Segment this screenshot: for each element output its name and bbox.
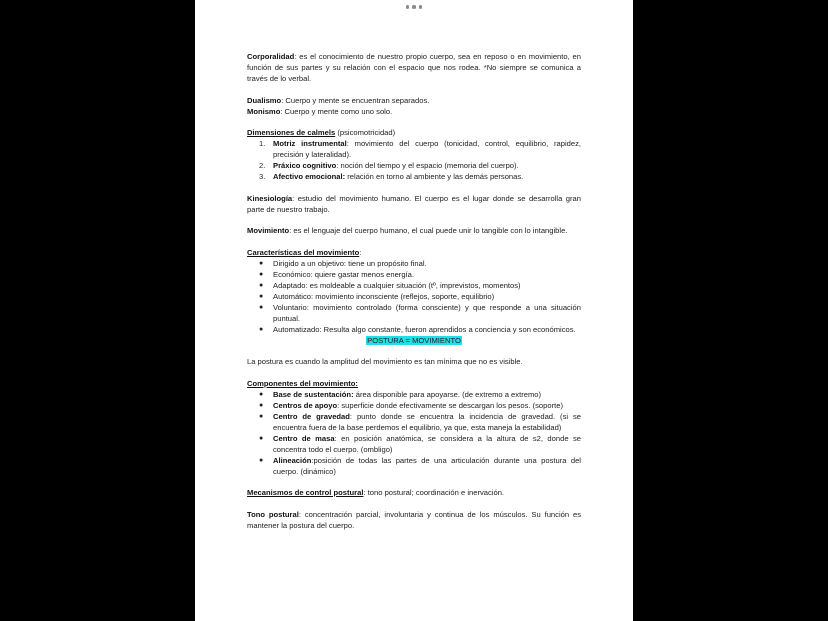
list-term: Centro de masa [273, 433, 335, 443]
paragraph-kinesiologia [247, 193, 581, 215]
list-text: :posición de todas las partes de una articulación durante una postura del cuerpo. (dinámico) [273, 455, 581, 476]
list-item [247, 455, 581, 477]
text-monismo: : Cuerpo y mente como uno solo. [280, 106, 393, 116]
list-text: área disponible para apoyarse. (de extremo a extremo) [353, 389, 542, 399]
list-text: Dirigido a un objetivo: tiene un propósito final. [273, 258, 427, 268]
spacer [247, 182, 581, 193]
spacer [247, 236, 581, 247]
heading-dimensiones [247, 127, 581, 138]
heading-dimensiones-label: Dimensiones de calmels [247, 128, 336, 137]
document-body [247, 51, 581, 531]
document-page [195, 0, 633, 621]
heading-componentes [247, 378, 581, 389]
spacer [247, 477, 581, 488]
list-term: Alineación [273, 455, 312, 465]
bullet-icon: ● [259, 259, 264, 267]
text-tono: : concentración parcial, involuntaria y continua de los músculos. Su función es mantener la postura del cuerpo. [247, 509, 581, 530]
list-number: 1. [259, 139, 266, 148]
heading-caracteristicas [247, 247, 581, 258]
list-item [247, 269, 581, 280]
list-term: Centro de gravedad [273, 411, 350, 421]
spacer [247, 367, 581, 378]
text-mecanismos: : tono postural; coordinación e inervación. [363, 488, 505, 497]
caracteristicas-list [247, 258, 581, 335]
list-item [247, 160, 581, 171]
paragraph-corporalidad [247, 51, 581, 84]
paragraph-monismo [247, 106, 581, 117]
list-item [247, 400, 581, 411]
more-dots-icon[interactable] [406, 5, 423, 9]
text-corporalidad: : es el conocimiento de nuestro propio cuerpo, sea en reposo o en movimiento, en función de sus partes y su relación con el espacio que nos rodea. *No siempre se comunica a través de lo verbal. [247, 52, 581, 83]
text-kinesiologia: : estudio del movimiento humano. El cuerpo es el lugar donde se desarrolla gran parte de nuestro trabajo. [247, 193, 581, 214]
bullet-icon: ● [259, 401, 264, 409]
paragraph-tono [247, 509, 581, 531]
dot [406, 5, 410, 9]
list-text: relación en torno al ambiente y las demás personas. [345, 172, 524, 181]
list-item [247, 258, 581, 269]
list-term: Centros de apoyo [273, 400, 338, 410]
componentes-list [247, 389, 581, 477]
term-kinesiologia: Kinesiología [247, 193, 293, 203]
list-item [247, 411, 581, 433]
spacer [247, 498, 581, 509]
list-text: Adaptado: es moldeable a cualquier situación (tº, imprevistos, momentos) [273, 280, 521, 290]
list-term: Base de sustentación: [273, 389, 354, 399]
bullet-icon: ● [259, 412, 264, 420]
heading-dimensiones-note: (psicomotricidad) [335, 128, 396, 137]
list-term: Afectivo emocional: [273, 172, 346, 181]
list-text: : movimiento del cuerpo (tonicidad, control, equilibrio, rapidez, precisión y lateralidad). [273, 139, 581, 159]
text-dualismo: : Cuerpo y mente se encuentran separados. [281, 95, 430, 105]
heading-caracteristicas-label: Características del movimiento [247, 247, 360, 257]
dot [419, 5, 423, 9]
list-text: : punto donde se encuentra la incidencia de gravedad. (si se encuentra fuera de la base perdemos el equilibrio, ya que, esta maneja la estabilidad) [273, 411, 581, 432]
spacer [247, 346, 581, 357]
list-item [247, 389, 581, 400]
list-term: Práxico cognitivo [273, 161, 337, 170]
list-text: Automatizado: Resulta algo constante, fueron aprendidos a conciencia y son económicos. [273, 324, 576, 334]
page-top-bar [195, 0, 633, 14]
dot [412, 5, 416, 9]
bullet-icon: ● [259, 325, 264, 333]
list-item [247, 324, 581, 335]
heading-componentes-label: Componentes del movimiento: [247, 378, 358, 388]
text-movimiento: : es el lenguaje del cuerpo humano, el cual puede unir lo tangible con lo intangible. [289, 226, 568, 235]
list-text: Automático: movimiento inconsciente (reflejos, soporte, equilibrio) [273, 291, 495, 301]
bullet-icon: ● [259, 281, 264, 289]
list-text: : en posición anatómica, se considera a la altura de s2, donde se concentra todo el cuerpo. (ombligo) [273, 433, 581, 454]
bullet-icon: ● [259, 434, 264, 442]
dimensiones-list [247, 138, 581, 182]
highlighted-text: POSTURA = MOVIMIENTO [367, 335, 461, 345]
list-item [247, 280, 581, 291]
bullet-icon: ● [259, 270, 264, 278]
list-text: : superficie donde efectivamente se descargan los pesos. (soporte) [337, 400, 563, 410]
term-movimiento: Movimiento [247, 226, 290, 235]
term-mecanismos: Mecanismos de control postural [247, 488, 364, 497]
spacer [247, 215, 581, 226]
list-item [247, 171, 581, 182]
term-corporalidad: Corporalidad [247, 52, 295, 61]
list-item [247, 138, 581, 160]
list-item [247, 302, 581, 324]
bullet-icon: ● [259, 292, 264, 300]
list-text: : noción del tiempo y el espacio (memoria del cuerpo). [336, 161, 519, 170]
spacer [247, 84, 581, 95]
list-number: 3. [259, 172, 266, 181]
list-text: Económico: quiere gastar menos energía. [273, 269, 414, 279]
spacer [247, 117, 581, 128]
bullet-icon: ● [259, 456, 264, 464]
highlight-line [247, 335, 581, 346]
paragraph-mecanismos [247, 487, 581, 498]
bullet-icon: ● [259, 303, 264, 311]
paragraph-movimiento [247, 225, 581, 236]
list-item [247, 433, 581, 455]
term-monismo: Monismo [247, 106, 281, 116]
term-tono: Tono postural [247, 509, 299, 519]
bullet-icon: ● [259, 390, 264, 398]
paragraph-dualismo [247, 95, 581, 106]
heading-caracteristicas-suffix: : [359, 247, 362, 257]
list-number: 2. [259, 161, 266, 170]
paragraph-postura: La postura es cuando la amplitud del movimiento es tan mínima que no es visible. [247, 357, 523, 366]
list-term: Motriz instrumental [273, 139, 347, 148]
term-dualismo: Dualismo [247, 95, 282, 105]
list-item [247, 291, 581, 302]
list-text: Voluntario: movimiento controlado (forma consciente) y que responde a una situación puntual. [273, 302, 581, 323]
